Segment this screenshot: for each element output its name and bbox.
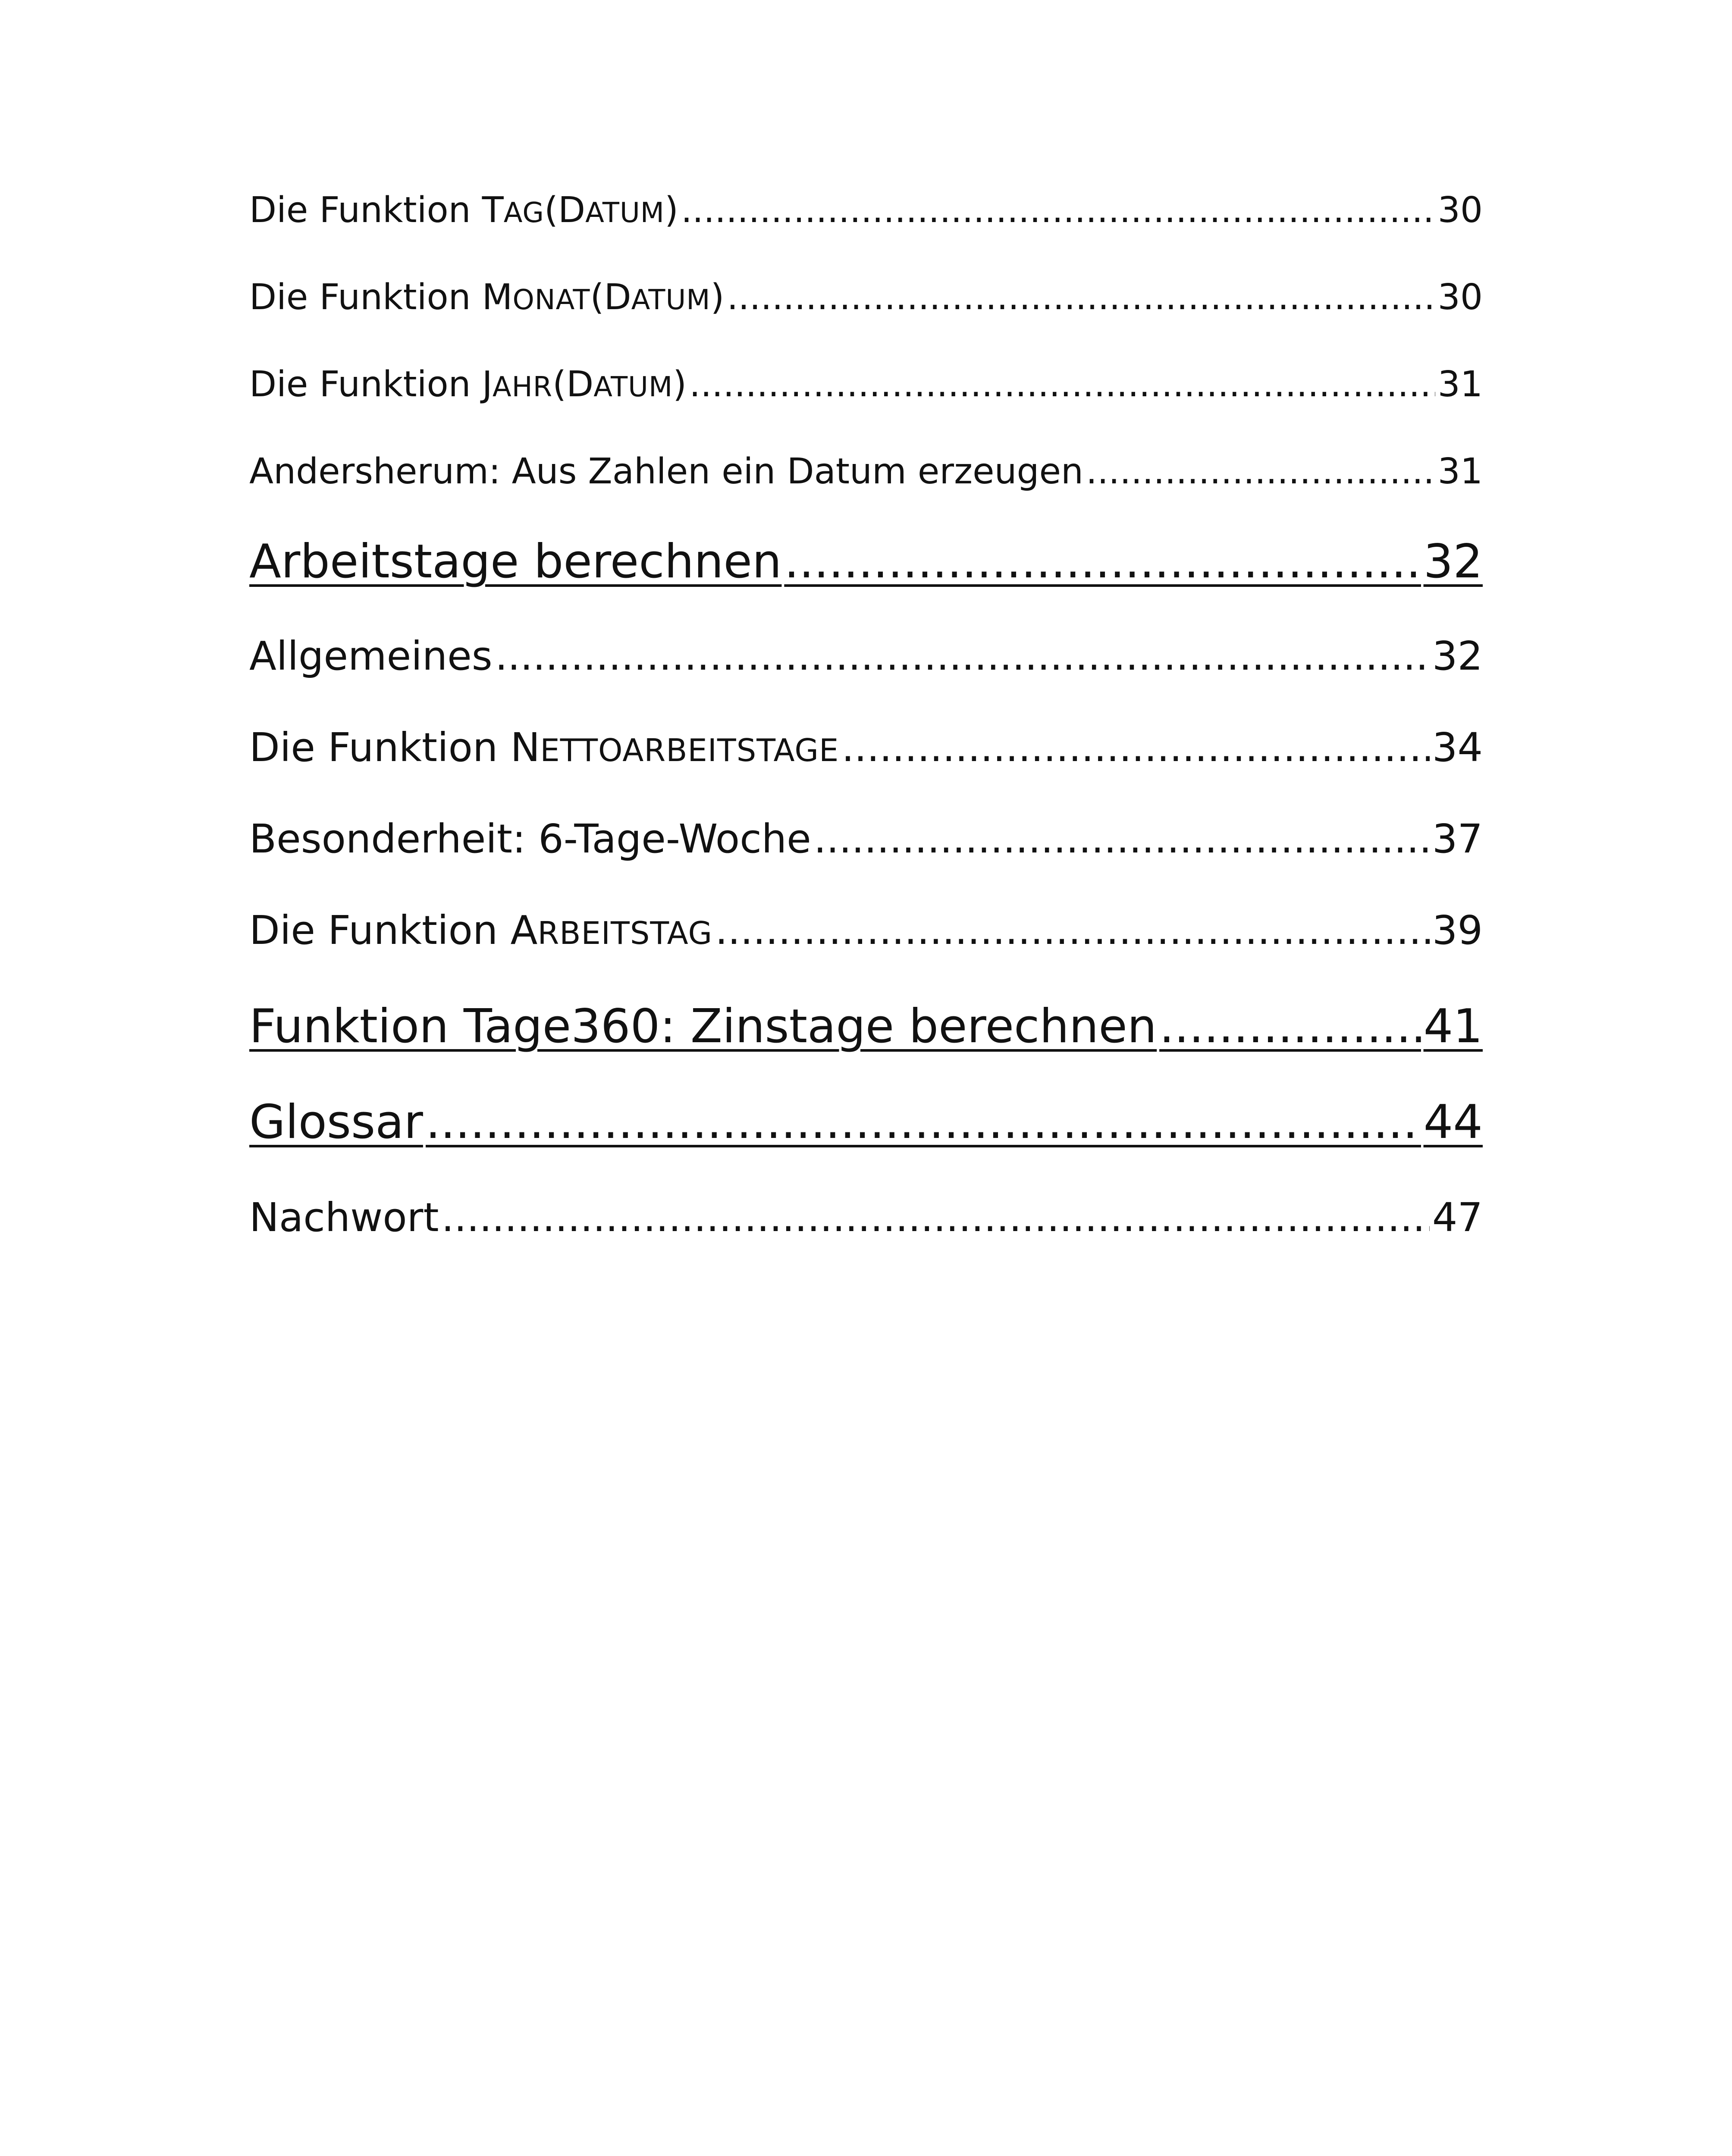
toc-entry-allgemeines[interactable]	[249, 633, 1483, 679]
toc-entry-page: 30	[1437, 190, 1483, 231]
toc-entry-jahr-datum[interactable]	[249, 364, 1483, 405]
toc-leader-dots	[495, 633, 1430, 679]
toc-entry-arbeitstage-berechnen[interactable]	[249, 535, 1483, 589]
toc-leader-dots	[1159, 1000, 1421, 1053]
toc-entry-label: Funktion Tage360: Zinstage berechnen	[249, 1000, 1157, 1053]
toc-leader-dots	[426, 1095, 1421, 1149]
toc-entry-tage360[interactable]	[249, 1000, 1483, 1053]
toc-entry-page: 32	[1423, 535, 1483, 589]
toc-entry-tag-datum[interactable]	[249, 190, 1483, 231]
toc-leader-dots	[715, 907, 1430, 953]
toc-entry-monat-datum[interactable]	[249, 277, 1483, 318]
toc-leader-dots	[727, 277, 1435, 318]
toc-entry-page: 34	[1432, 724, 1483, 771]
toc-entry-glossar[interactable]	[249, 1095, 1483, 1149]
toc-entry-besonderheit[interactable]	[249, 816, 1483, 862]
toc-entry-label: Die Funktion NETTOARBEITSTAGE	[249, 724, 839, 771]
toc-entry-page: 44	[1423, 1095, 1483, 1149]
toc-entry-label: Allgemeines	[249, 633, 493, 679]
toc-entry-label: Besonderheit: 6-Tage-Woche	[249, 816, 811, 862]
toc-entry-label: Die Funktion MONAT(DATUM)	[249, 277, 725, 318]
toc-entry-nachwort[interactable]	[249, 1194, 1483, 1241]
toc-entry-page: 37	[1432, 816, 1483, 862]
toc-entry-label: Glossar	[249, 1095, 423, 1149]
toc-entry-page: 39	[1432, 907, 1483, 953]
toc-leader-dots	[814, 816, 1430, 862]
toc-entry-page: 30	[1437, 277, 1483, 318]
toc-entry-page: 31	[1437, 364, 1483, 405]
toc-entry-page: 32	[1432, 633, 1483, 679]
toc-entry-label: Nachwort	[249, 1194, 439, 1241]
toc-leader-dots	[1086, 451, 1435, 492]
toc-entry-label: Die Funktion JAHR(DATUM)	[249, 364, 687, 405]
toc-entry-label: Andersherum: Aus Zahlen ein Datum erzeugen	[249, 451, 1084, 492]
toc-entry-label: Die Funktion TAG(DATUM)	[249, 190, 678, 231]
toc-entry-label: Die Funktion ARBEITSTAG	[249, 907, 713, 953]
toc-entry-page: 31	[1437, 451, 1483, 492]
toc-entry-label: Arbeitstage berechnen	[249, 535, 782, 589]
toc-entry-andersherum[interactable]	[249, 451, 1483, 492]
toc-entry-page: 41	[1423, 1000, 1483, 1053]
toc-entry-nettoarbeitstage[interactable]	[249, 724, 1483, 771]
toc-leader-dots	[442, 1194, 1430, 1241]
toc-leader-dots	[841, 724, 1430, 771]
toc-leader-dots	[689, 364, 1435, 405]
toc-leader-dots	[784, 535, 1421, 589]
toc-entry-arbeitstag[interactable]	[249, 907, 1483, 953]
toc-entry-page: 47	[1432, 1194, 1483, 1241]
toc-leader-dots	[681, 190, 1435, 231]
